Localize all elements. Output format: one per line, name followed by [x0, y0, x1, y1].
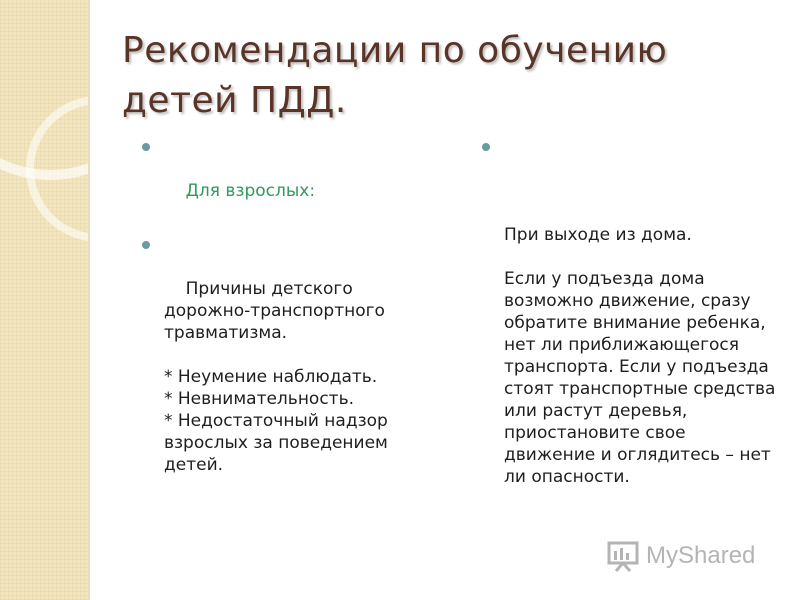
slide-title: Рекомендации по обучению детей ПДД.	[122, 30, 668, 121]
bullet-text: При выходе из дома. Если у подъезда дома возможно движение, сразу обратите внимание ребенка, нет ли приближающегося транспорта. Если у подъезда стоят транспортные средства или растут деревья, приостановите свое движение и оглядитесь – нет ли опасности.	[504, 225, 776, 487]
bullet-item	[140, 234, 440, 498]
bullet-item	[140, 136, 440, 224]
right-column	[480, 136, 780, 520]
left-column	[140, 136, 440, 508]
bullet-text: Причины детского дорожно-транспортного травматизма. * Неумение наблюдать. * Невнимательность. * Недостаточный надзор взрослых за поведением детей.	[164, 279, 388, 475]
presentation-board-icon	[606, 539, 640, 573]
bullet-text: Для взрослых:	[185, 181, 316, 201]
decorative-side-strip	[0, 0, 88, 600]
watermark-logo	[606, 536, 755, 576]
bullet-dot-icon	[142, 143, 150, 151]
strip-divider	[88, 0, 90, 600]
bullet-dot-icon	[142, 241, 150, 249]
bullet-item	[480, 136, 780, 510]
bullet-dot-icon	[482, 143, 490, 151]
watermark-text: MyShared	[646, 542, 756, 569]
